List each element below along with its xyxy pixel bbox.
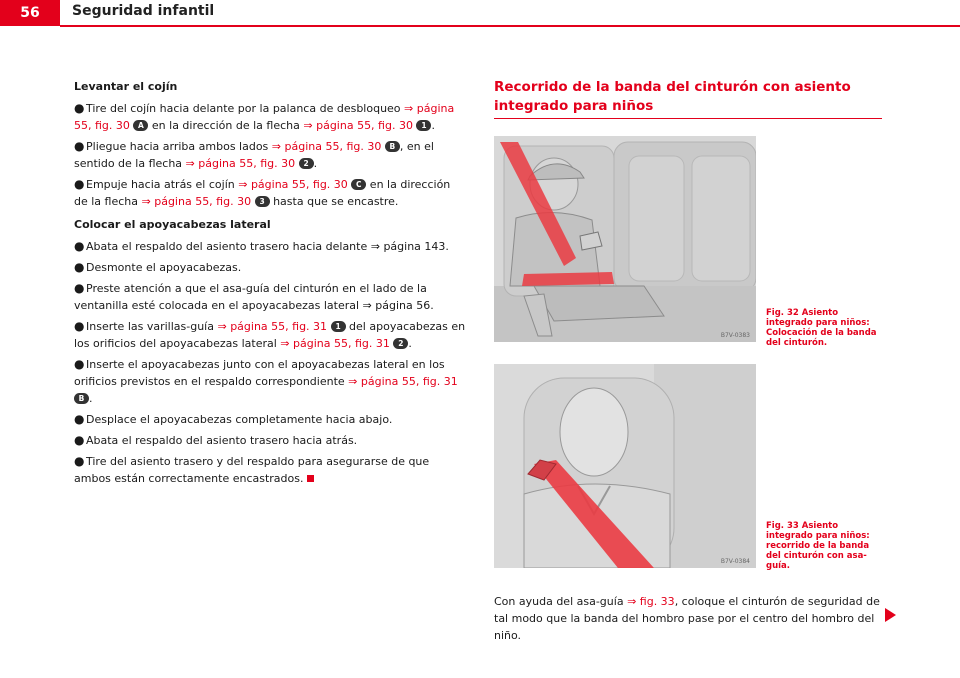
- page-link[interactable]: ⇒ página 55, fig. 31: [348, 375, 458, 388]
- step-item: ● Tire del asiento trasero y del respaldo para asegurarse de que ambos están correctamente encastrados.: [74, 454, 430, 485]
- bullet-icon: ●: [74, 433, 85, 447]
- seat-child-illustration: [494, 136, 756, 342]
- number-badge: 1: [331, 321, 346, 332]
- step-item: ● Empuje hacia atrás el cojín ⇒ página 55, fig. 30 C en la dirección de la flecha ⇒ página 55, fig. 30 3 hasta que se encastre.: [74, 177, 451, 208]
- figure-33-belt-guide: [494, 364, 756, 568]
- bullet-icon: ●: [74, 319, 85, 333]
- page-link[interactable]: ⇒ página 55, fig. 30: [238, 178, 348, 191]
- left-column: [74, 78, 466, 491]
- number-badge: 3: [255, 196, 270, 207]
- running-title: Seguridad infantil: [72, 3, 215, 19]
- number-badge: 1: [416, 120, 431, 131]
- bullet-icon: ●: [74, 281, 85, 295]
- figure-32-caption: Fig. 32 Asiento integrado para niños: Colocación de la banda del cinturón.: [766, 308, 877, 348]
- label-badge: A: [133, 120, 148, 131]
- page-link[interactable]: ⇒ página 55, fig. 31: [217, 320, 328, 333]
- figure-32-belt-placement: [494, 136, 756, 342]
- figure-code: B7V-0383: [720, 332, 750, 339]
- body-text: Con ayuda del asa-guía ⇒ fig. 33, coloque el cinturón de seguridad de tal modo que la banda del hombro pase por el centro del hombro del niño.: [494, 595, 880, 642]
- page-link[interactable]: ⇒ página 55, fig. 30: [74, 102, 455, 132]
- label-badge: B: [74, 393, 89, 404]
- page-link[interactable]: ⇒ página 55, fig. 30: [271, 140, 382, 153]
- page-link[interactable]: ⇒ página 55, fig. 30: [141, 195, 252, 208]
- number-badge: 2: [393, 338, 408, 349]
- number-badge: 2: [299, 158, 314, 169]
- step-item: ● Inserte las varillas-guía ⇒ página 55, fig. 31 1 del apoyacabezas en los orificios del apoyacabezas lateral ⇒ página 55, fig. 31 2 .: [74, 319, 466, 350]
- step-item: ● Preste atención a que el asa-guía del cinturón en el lado de la ventanilla esté colocada en el apoyacabezas lateral ⇒ página 56.: [74, 281, 434, 312]
- bullet-icon: ●: [74, 139, 85, 153]
- header-rule: [60, 25, 960, 27]
- step-item: ● Desmonte el apoyacabezas.: [74, 260, 242, 274]
- label-badge: C: [351, 179, 366, 190]
- bullet-icon: ●: [74, 260, 85, 274]
- next-page-icon[interactable]: [885, 608, 896, 622]
- step-item: ● Desplace el apoyacabezas completamente hacia abajo.: [74, 412, 393, 426]
- page-link[interactable]: ⇒ página 55, fig. 31: [280, 337, 390, 350]
- bullet-icon: ●: [74, 357, 85, 371]
- section-title-belt-routing: Recorrido de la banda del cinturón con asiento integrado para niños: [494, 79, 851, 114]
- bullet-icon: ●: [74, 239, 85, 253]
- figure-33-caption: Fig. 33 Asiento integrado para niños: recorrido de la banda del cinturón con asa-guía.: [766, 521, 870, 571]
- page-number: 56: [0, 0, 60, 26]
- step-item: ● Inserte el apoyacabezas junto con el apoyacabezas lateral en los orificios previstos en el respaldo correspondiente ⇒ página 55, fig. 31 B .: [74, 357, 458, 405]
- bullet-icon: ●: [74, 177, 85, 191]
- section-title-headrest: Colocar el apoyacabezas lateral: [74, 218, 271, 231]
- title-rule: [494, 118, 882, 119]
- figure-code: B7V-0384: [720, 558, 750, 565]
- end-of-section-icon: [307, 475, 314, 482]
- child-belt-illustration: [494, 364, 756, 568]
- page-link[interactable]: ⇒ página 55, fig. 30: [303, 119, 413, 132]
- step-item: ● Pliegue hacia arriba ambos lados ⇒ página 55, fig. 30 B , en el sentido de la flecha ⇒ página 55, fig. 30 2 .: [74, 139, 434, 170]
- section-title-lift-cushion: Levantar el cojín: [74, 80, 178, 93]
- figure-link[interactable]: ⇒ fig. 33: [627, 595, 675, 608]
- page-link[interactable]: ⇒ página 55, fig. 30: [185, 157, 296, 170]
- step-item: ● Abata el respaldo del asiento trasero hacia delante ⇒ página 143.: [74, 239, 449, 253]
- step-item: ● Abata el respaldo del asiento trasero hacia atrás.: [74, 433, 358, 447]
- page-header: [0, 0, 960, 26]
- label-badge: B: [385, 141, 400, 152]
- step-item: ● Tire del cojín hacia delante por la palanca de desbloqueo ⇒ página 55, fig. 30 A en la dirección de la flecha ⇒ página 55, fig. 30 1 .: [74, 101, 455, 132]
- bullet-icon: ●: [74, 101, 85, 115]
- bullet-icon: ●: [74, 412, 85, 426]
- bullet-icon: ●: [74, 454, 85, 468]
